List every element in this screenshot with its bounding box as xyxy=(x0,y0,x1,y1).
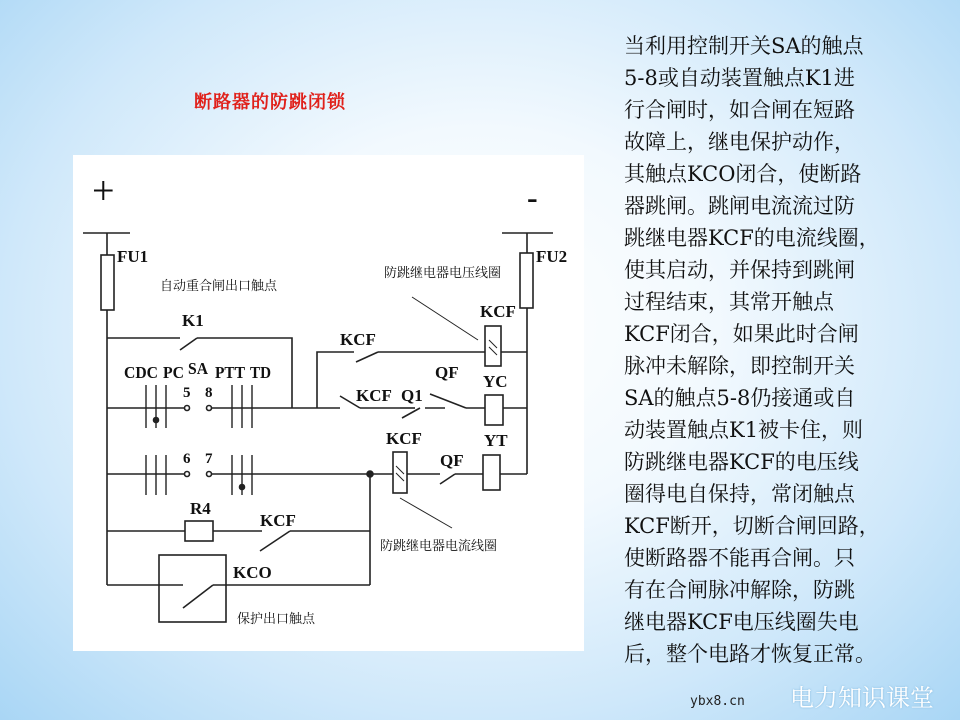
kcf-contact3-label: KCF xyxy=(260,511,296,530)
k1-label: K1 xyxy=(182,311,204,330)
pc-label: PC xyxy=(163,363,184,382)
fu2-label: FU2 xyxy=(536,247,568,266)
kcf-voltage-coil xyxy=(485,326,501,366)
explanation-line: 圈得电自保持，常闭触点 xyxy=(624,482,855,506)
qf1-label: QF xyxy=(435,363,459,382)
explanation-line: 继电器KCF电压线圈失电 xyxy=(624,610,859,634)
explanation-line: 动装置触点K1被卡住，则 xyxy=(624,418,864,442)
explanation-line: KCF断开，切断合闸回路， xyxy=(624,514,880,538)
watermark-url: ybx8.cn xyxy=(690,694,745,709)
explanation-text xyxy=(624,30,924,670)
kcf-current-coil-label: KCF xyxy=(386,429,422,448)
explanation-line: 有在合闸脉冲解除，防跳 xyxy=(624,578,855,602)
kcf-coil-label: KCF xyxy=(480,302,516,321)
terminal-6: 6 xyxy=(183,451,191,467)
explanation-line: 5-8或自动装置触点K1进 xyxy=(624,66,855,90)
minus-sign: - xyxy=(527,179,538,215)
resistor-r4 xyxy=(185,521,213,541)
slide-title: 断路器的防跳闭锁 xyxy=(194,92,346,113)
fuse-fu1 xyxy=(101,255,114,310)
leader-line xyxy=(412,297,478,340)
voltage-coil-label: 防跳继电器电压线圈 xyxy=(384,266,502,281)
watermark-name: 电力知识课堂 xyxy=(790,684,934,712)
kcf-contact1-label: KCF xyxy=(340,330,376,349)
anti-pumping-circuit-diagram xyxy=(73,155,584,651)
explanation-line: 行合闸时，如合闸在短路 xyxy=(624,98,855,122)
yc-closing-coil xyxy=(485,395,503,425)
td-label: TD xyxy=(250,363,271,382)
explanation-line: 故障上，继电保护动作， xyxy=(624,130,855,154)
explanation-line: 当利用控制开关SA的触点 xyxy=(624,34,864,58)
explanation-line: SA的触点5-8仍接通或自 xyxy=(624,386,856,410)
auto-reclose-label: 自动重合闸出口触点 xyxy=(160,279,278,294)
kcf-current-coil xyxy=(393,452,407,493)
explanation-line: 其触点KCO闭合，使断路 xyxy=(624,162,862,186)
terminal-8: 8 xyxy=(205,385,213,401)
qf2-label: QF xyxy=(440,451,464,470)
sa-label: SA xyxy=(188,359,209,378)
terminal-7: 7 xyxy=(205,451,213,467)
explanation-line: 器跳闸。跳闸电流流过防 xyxy=(624,194,855,218)
explanation-line: 使其启动，并保持到跳闸 xyxy=(624,258,855,282)
ptt-label: PTT xyxy=(215,363,246,382)
explanation-line: 防跳继电器KCF的电压线 xyxy=(624,450,859,474)
explanation-line: 脉冲未解除，即控制开关 xyxy=(624,354,855,378)
yt-trip-coil xyxy=(483,455,500,490)
explanation-line: 跳继电器KCF的电流线圈， xyxy=(624,226,880,250)
r4-label: R4 xyxy=(190,499,211,518)
plus-sign: + xyxy=(92,168,115,213)
protection-contact-label: 保护出口触点 xyxy=(237,612,316,627)
fu1-label: FU1 xyxy=(117,247,149,266)
q1-label: Q1 xyxy=(401,386,423,405)
protection-contact-box xyxy=(159,555,226,622)
yt-label: YT xyxy=(484,431,508,450)
kcf-contact2-label: KCF xyxy=(356,386,392,405)
cdc-label: CDC xyxy=(124,363,158,382)
kco-label: KCO xyxy=(233,563,272,582)
explanation-line: 使断路器不能再合闸。只 xyxy=(624,546,855,570)
explanation-line: KCF闭合，如果此时合闸 xyxy=(624,322,859,346)
current-coil-label: 防跳继电器电流线圈 xyxy=(380,539,498,554)
explanation-line: 后，整个电路才恢复正常。 xyxy=(624,642,876,666)
fuse-fu2 xyxy=(520,253,533,308)
explanation-line: 过程结束，其常开触点 xyxy=(624,290,834,314)
yc-label: YC xyxy=(483,372,508,391)
terminal-5: 5 xyxy=(183,385,191,401)
